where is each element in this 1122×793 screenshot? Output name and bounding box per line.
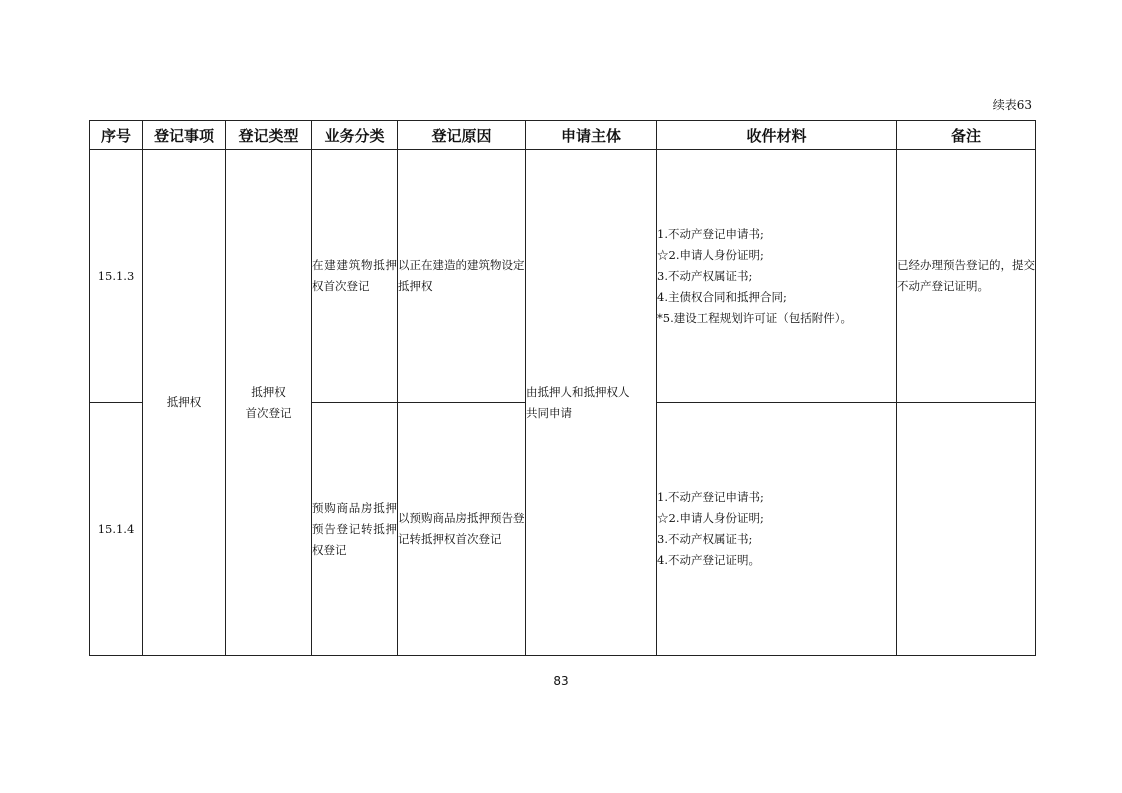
continued-table-label: 续表63 (992, 98, 1032, 112)
business-category-text: 在建建筑物抵押权首次登记 (312, 258, 397, 293)
registration-reason (398, 403, 526, 656)
header-category: 业务分类 (312, 121, 398, 150)
header-materials: 收件材料 (657, 121, 897, 150)
business-category (312, 150, 398, 403)
material-item: 3.不动产权属证书; (657, 532, 753, 546)
table-row (90, 150, 1036, 403)
registration-type-line: 首次登记 (245, 405, 292, 420)
registration-item: 抵押权 (143, 150, 226, 656)
business-category-text: 预购商品房抵押预告登记转抵押权登记 (312, 500, 397, 557)
remarks (897, 150, 1036, 403)
registration-reason-text: 以正在建造的建筑物设定抵押权 (398, 258, 525, 293)
header-applicant: 申请主体 (526, 121, 657, 150)
materials-list (657, 150, 897, 403)
applicant (526, 150, 657, 656)
business-category (312, 403, 398, 656)
material-item: ☆2.申请人身份证明; (657, 511, 764, 525)
header-note: 备注 (897, 121, 1036, 150)
registration-reason-text: 以预购商品房抵押预告登记转抵押权首次登记 (398, 511, 525, 546)
header-item: 登记事项 (143, 121, 226, 150)
material-item: 1.不动产登记申请书; (657, 226, 764, 241)
table-header-row (90, 121, 1036, 150)
material-item: *5.建设工程规划许可证（包括附件）。 (657, 310, 852, 325)
remarks (897, 403, 1036, 656)
registration-table (89, 120, 1036, 656)
applicant-line: 由抵押人和抵押权人 (526, 384, 630, 399)
material-item: ☆2.申请人身份证明; (657, 247, 764, 262)
materials-list (657, 403, 897, 656)
registration-type (226, 150, 312, 656)
row-serial: 15.1.4 (90, 403, 143, 656)
page-number: 83 (553, 674, 569, 688)
material-item: 4.不动产登记证明。 (657, 553, 760, 567)
header-serial: 序号 (90, 121, 143, 150)
row-serial: 15.1.3 (90, 150, 143, 403)
applicant-line: 共同申请 (526, 405, 572, 420)
material-item: 3.不动产权属证书; (657, 268, 753, 283)
remarks-text: 已经办理预告登记的，提交不动产登记证明。 (897, 258, 1035, 293)
material-item: 4.主债权合同和抵押合同; (657, 289, 787, 304)
registration-type-line: 抵押权 (251, 384, 286, 399)
registration-reason (398, 150, 526, 403)
material-item: 1.不动产登记申请书; (657, 490, 764, 504)
header-reason: 登记原因 (398, 121, 526, 150)
header-type: 登记类型 (226, 121, 312, 150)
